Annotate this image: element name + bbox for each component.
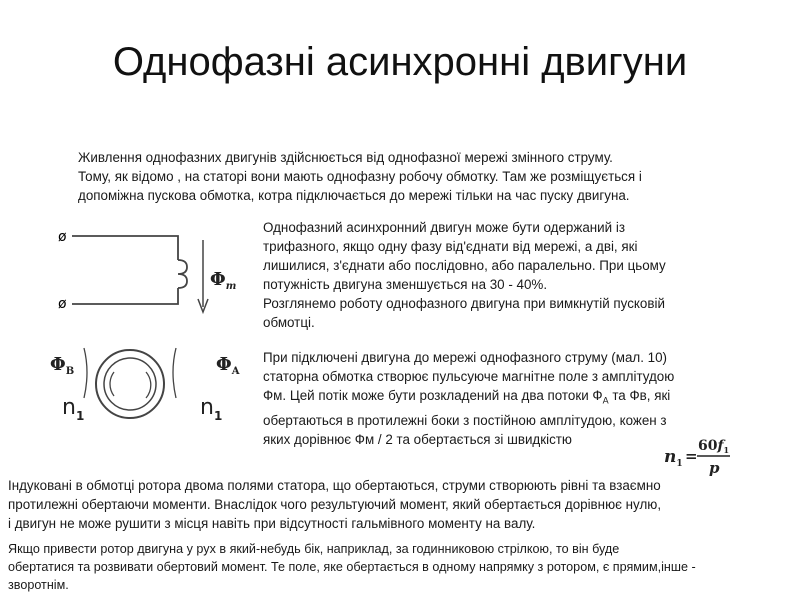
three-phase-line: Розглянемо роботу однофазного двигуна при вимкнутій пусковій	[263, 296, 665, 311]
connection-line-start: Фм. Цей потік може бути розкладений на два потоки Ф	[263, 388, 603, 403]
flux-b-label: $\Phi_B$	[50, 354, 75, 377]
wire-bottom	[72, 288, 178, 304]
wire-top	[72, 236, 178, 260]
speed-formula	[662, 432, 732, 478]
start-line: зворотнім.	[8, 578, 69, 592]
speed-left-label: $n_1$	[62, 395, 85, 423]
rotor-inner-ring	[104, 358, 156, 410]
induced-line: протилежні обертаючи моменти. Внаслідок чого результуючий момент, який обертається дорівнює нулю,	[8, 497, 662, 512]
winding-flux-diagram	[50, 222, 260, 432]
three-phase-line: Однофазний асинхронний двигун може бути одержаний із	[263, 220, 625, 235]
connection-line: яких дорівнює Фм / 2 та обертається зі швидкістю	[263, 431, 572, 447]
flux-a-arrow	[173, 348, 176, 398]
induced-line: Індуковані в обмотці ротора двома полями статора, що обертаються, струми створюють рівні та взаємно	[8, 478, 661, 493]
terminal-bottom-symbol: ø	[58, 296, 67, 312]
rotation-arrow-ccw	[110, 372, 114, 396]
start-line: обертатися та розвивати обертовий момент. Те поле, яке обертається в одному напрямку з ротором, є прямим,інше -	[8, 560, 696, 574]
stator-coil	[178, 260, 187, 288]
rotation-arrow-cw	[146, 372, 151, 398]
terminal-top-symbol: ø	[58, 229, 67, 245]
connection-line: обертаються в протилежні боки з постійною амплітудою, кожен з	[263, 412, 667, 428]
flux-a-subscript: А	[602, 395, 609, 406]
intro-line: Живлення однофазних двигунів здійснюється від однофазної мережі змінного струму.	[78, 150, 613, 165]
three-phase-line: лишилися, з'єднати або послідовно, або паралельно. При цьому	[263, 258, 666, 273]
connection-line-end: та Фв, які	[608, 388, 671, 403]
three-phase-line: потужність двигуна зменшується на 30 - 40%.	[263, 277, 548, 292]
induced-currents-paragraph	[8, 476, 792, 533]
three-phase-paragraph	[263, 218, 773, 332]
start-line: Якщо привести ротор двигуна у рух в який-небудь бік, наприклад, за годинниковою стрілкою, то він буде	[8, 542, 620, 556]
three-phase-line: трифазного, якщо одну фазу від'єднати від мережі, а дві, які	[263, 239, 638, 254]
flux-b-arrow	[84, 348, 87, 398]
speed-right-label: $n_1$	[200, 395, 223, 423]
formula-denominator: p	[709, 459, 720, 477]
rotor-start-paragraph	[8, 540, 798, 594]
connection-line: При підключені двигуна до мережі однофазного струму (мал. 10)	[263, 350, 668, 365]
three-phase-line: обмотці.	[263, 315, 315, 330]
induced-line: і двигун не може рушити з місця навіть при відсутності гальмівного моменту на валу.	[8, 516, 536, 531]
flux-m-label: $\Phi_m$	[210, 269, 237, 292]
intro-paragraph	[78, 148, 778, 205]
formula-numerator: $60f_1$	[698, 438, 730, 455]
formula-equals: =	[685, 447, 698, 465]
connection-line	[263, 386, 773, 411]
connection-line: статорна обмотка створює пульсуюче магнітне поле з амплітудою	[263, 369, 675, 384]
intro-line: допоміжна пускова обмотка, котра підключається до мережі тільки на час пуску двигуна.	[78, 188, 630, 203]
flux-a-label: $\Phi_A$	[216, 354, 240, 377]
intro-line: Тому, як відомо , на статорі вони мають однофазну робочу обмотку. Там же розміщується і	[78, 169, 642, 184]
formula-lhs: $n_1$	[664, 447, 683, 469]
slide-title: Однофазні асинхронні двигуни	[112, 40, 688, 84]
stator-outer-ring	[96, 350, 164, 418]
